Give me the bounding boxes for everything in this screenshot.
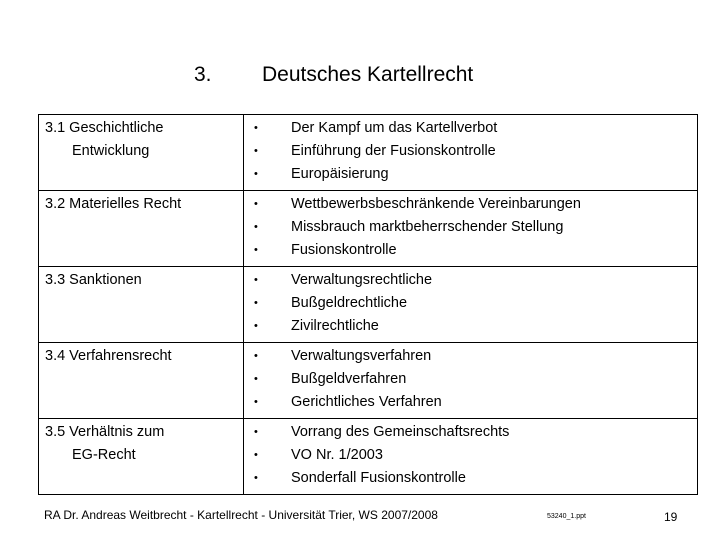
bullet-item	[244, 315, 697, 338]
bullet-item	[244, 216, 697, 239]
bullet-text: Verwaltungsrechtliche	[291, 272, 433, 288]
slide-title: Deutsches Kartellrecht	[262, 63, 474, 86]
bullet-item	[244, 239, 697, 262]
bullet-text: Europäisierung	[291, 166, 389, 182]
bullet-item	[244, 163, 697, 186]
section-bullets	[244, 419, 698, 495]
section-topic	[39, 343, 244, 419]
bullet-dot-icon: •	[254, 449, 258, 461]
footer-credit: RA Dr. Andreas Weitbrecht - Kartellrecht - Universität Trier, WS 2007/2008	[44, 508, 438, 522]
bullet-text: Wettbewerbsbeschränkende Vereinbarungen	[291, 196, 581, 212]
bullet-text: VO Nr. 1/2003	[291, 447, 383, 463]
bullet-item	[244, 269, 697, 292]
bullet-item	[244, 345, 697, 368]
bullet-dot-icon: •	[254, 396, 258, 408]
section-topic-line: 3.1 Geschichtliche	[45, 120, 164, 136]
section-topic	[39, 267, 244, 343]
outline-table-body	[39, 115, 698, 495]
bullet-item	[244, 193, 697, 216]
section-bullets	[244, 343, 698, 419]
bullet-text: Einführung der Fusionskontrolle	[291, 143, 496, 159]
bullet-text: Fusionskontrolle	[291, 242, 397, 258]
section-topic-line: 3.3 Sanktionen	[45, 272, 142, 288]
bullet-item	[244, 467, 697, 490]
bullet-dot-icon: •	[254, 320, 258, 332]
bullet-dot-icon: •	[254, 274, 258, 286]
bullet-item	[244, 421, 697, 444]
bullet-dot-icon: •	[254, 426, 258, 438]
section-bullets	[244, 115, 698, 191]
bullet-dot-icon: •	[254, 350, 258, 362]
bullet-text: Vorrang des Gemeinschaftsrechts	[291, 424, 510, 440]
bullet-list	[244, 269, 697, 338]
bullet-item	[244, 444, 697, 467]
bullet-text: Sonderfall Fusionskontrolle	[291, 470, 466, 486]
section-row	[39, 419, 698, 495]
section-row	[39, 191, 698, 267]
bullet-text: Der Kampf um das Kartellverbot	[291, 120, 498, 136]
bullet-dot-icon: •	[254, 122, 258, 134]
bullet-dot-icon: •	[254, 198, 258, 210]
bullet-text: Gerichtliches Verfahren	[291, 394, 442, 410]
bullet-text: Missbrauch marktbeherrschender Stellung	[291, 219, 564, 235]
bullet-item	[244, 368, 697, 391]
section-row	[39, 267, 698, 343]
bullet-dot-icon: •	[254, 472, 258, 484]
bullet-list	[244, 345, 697, 414]
bullet-list	[244, 193, 697, 262]
bullet-list	[244, 421, 697, 490]
bullet-item	[244, 292, 697, 315]
section-bullets	[244, 267, 698, 343]
bullet-item	[244, 117, 697, 140]
section-topic-line: 3.2 Materielles Recht	[45, 196, 182, 212]
section-topic-line: 3.5 Verhältnis zum	[45, 424, 165, 440]
bullet-list	[244, 117, 697, 186]
footer-file-name: 53240_1.ppt	[547, 513, 586, 520]
section-row	[39, 115, 698, 191]
bullet-dot-icon: •	[254, 145, 258, 157]
section-topic-line: EG-Recht	[72, 447, 136, 463]
bullet-dot-icon: •	[254, 244, 258, 256]
outline-table	[38, 114, 698, 495]
section-topic	[39, 191, 244, 267]
bullet-text: Zivilrechtliche	[291, 318, 379, 334]
bullet-dot-icon: •	[254, 297, 258, 309]
bullet-dot-icon: •	[254, 221, 258, 233]
section-topic	[39, 115, 244, 191]
bullet-item	[244, 391, 697, 414]
section-topic	[39, 419, 244, 495]
bullet-dot-icon: •	[254, 373, 258, 385]
bullet-text: Bußgeldrechtliche	[291, 295, 408, 311]
title-number: 3.	[194, 63, 212, 86]
bullet-dot-icon: •	[254, 168, 258, 180]
section-row	[39, 343, 698, 419]
section-topic-line: 3.4 Verfahrensrecht	[45, 348, 172, 364]
bullet-item	[244, 140, 697, 163]
section-topic-line: Entwicklung	[72, 143, 150, 159]
bullet-text: Verwaltungsverfahren	[291, 348, 432, 364]
bullet-text: Bußgeldverfahren	[291, 371, 407, 387]
page-number: 19	[664, 510, 678, 524]
section-bullets	[244, 191, 698, 267]
